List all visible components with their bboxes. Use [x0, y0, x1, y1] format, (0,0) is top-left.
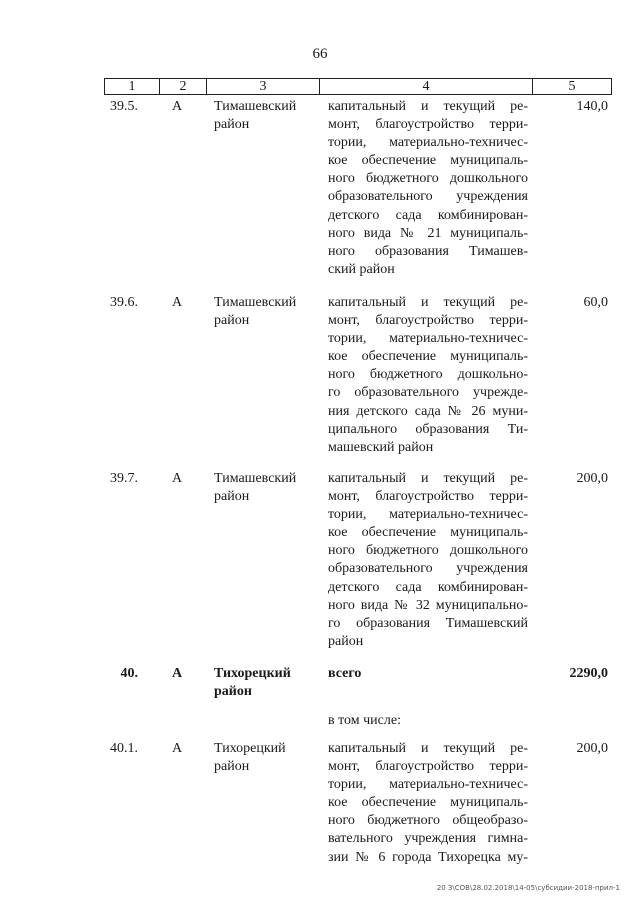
row-number: 39.7.	[110, 471, 138, 486]
description-line: ципального образования Ти-	[328, 421, 528, 437]
row-district	[214, 740, 314, 776]
description-line: ного образования Тимашев-	[328, 243, 528, 259]
district-line: район	[214, 313, 250, 328]
description-line: вательного учреждения гимна-	[328, 831, 528, 847]
description-line: район	[328, 633, 364, 649]
description-line: ного бюджетного общеобразо-	[328, 813, 528, 829]
district-line: Тихорецкий	[214, 741, 286, 756]
row-district	[214, 98, 314, 134]
description-line: кое обеспечение муниципаль-	[328, 153, 528, 169]
description-line: монт, благоустройство терри-	[328, 117, 528, 133]
description-line: ский район	[328, 261, 395, 277]
description-line: машевский район	[328, 439, 434, 455]
header-col-2: 2	[179, 79, 187, 94]
description-line: всего	[328, 666, 362, 681]
description-line: детского сада комбинирован-	[328, 579, 528, 595]
row-number: 40.	[120, 666, 138, 681]
header-col-4: 4	[422, 79, 430, 94]
description-line: образовательного учреждения	[328, 561, 528, 577]
district-line: Тимашевский	[214, 99, 297, 114]
district-line: Тимашевский	[214, 295, 297, 310]
description-line: в том числе:	[328, 713, 401, 728]
row-district	[214, 294, 314, 330]
description-line: ного вида № 21 муниципаль-	[328, 225, 528, 241]
row-amount: 60,0	[583, 295, 608, 310]
header-col-1: 1	[128, 79, 136, 94]
row-district	[214, 470, 314, 506]
document-footer-code: 20 3\СОВ\28.02.2018\14-05\субсидии-2018-прил-1	[436, 884, 620, 892]
district-line: район	[214, 684, 252, 699]
description-line: капитальный и текущий ре-	[328, 295, 528, 310]
description-line: кое обеспечение муниципаль-	[328, 349, 528, 365]
page-number: 66	[312, 46, 328, 62]
district-line: район	[214, 489, 250, 504]
description-line: ния детского сада № 26 муни-	[328, 403, 528, 419]
row-description	[328, 294, 528, 457]
description-line: зии № 6 города Тихорецка му-	[328, 849, 528, 865]
description-line: тории, материально-техничес-	[328, 135, 528, 151]
row-description	[328, 712, 528, 730]
description-line: монт, благоустройство терри-	[328, 489, 528, 505]
header-col-3: 3	[259, 79, 267, 94]
header-col-5: 5	[568, 79, 576, 94]
row-number: 40.1.	[110, 741, 138, 756]
row-amount: 140,0	[576, 99, 608, 114]
description-line: капитальный и текущий ре-	[328, 471, 528, 486]
description-line: кое обеспечение муниципаль-	[328, 795, 528, 811]
row-amount: 2290,0	[569, 666, 608, 681]
description-line: тории, материально-техничес-	[328, 331, 528, 347]
description-line: детского сада комбинирован-	[328, 207, 528, 223]
row-category: А	[171, 99, 183, 114]
row-category: А	[171, 295, 183, 310]
row-district	[214, 665, 314, 701]
description-line: ного бюджетного дошкольно-	[328, 367, 528, 383]
description-line: кое обеспечение муниципаль-	[328, 525, 528, 541]
district-line: район	[214, 759, 250, 774]
description-line: ного бюджетного дошкольного	[328, 171, 528, 187]
description-line: тории, материально-техничес-	[328, 777, 528, 793]
description-line: го образовательного учрежде-	[328, 385, 528, 401]
district-line: Тихорецкий	[214, 666, 291, 681]
description-line: ного бюджетного дошкольного	[328, 543, 528, 559]
row-description	[328, 98, 528, 279]
description-line: го образования Тимашевский	[328, 615, 528, 631]
description-line: монт, благоустройство терри-	[328, 759, 528, 775]
row-category: А	[171, 666, 183, 681]
description-line: капитальный и текущий ре-	[328, 741, 528, 756]
row-description	[328, 470, 528, 651]
district-line: район	[214, 117, 250, 132]
row-category: А	[171, 741, 183, 756]
district-line: Тимашевский	[214, 471, 297, 486]
description-line: ного вида № 32 муниципально-	[328, 597, 528, 613]
row-number: 39.6.	[110, 295, 138, 310]
description-line: тории, материально-техничес-	[328, 507, 528, 523]
row-number: 39.5.	[110, 99, 138, 114]
row-description	[328, 665, 528, 683]
row-category: А	[171, 471, 183, 486]
description-line: монт, благоустройство терри-	[328, 313, 528, 329]
description-line: образовательного учреждения	[328, 189, 528, 205]
row-description	[328, 740, 528, 867]
description-line: капитальный и текущий ре-	[328, 99, 528, 114]
row-amount: 200,0	[576, 471, 608, 486]
table-header	[104, 78, 612, 95]
row-amount: 200,0	[576, 741, 608, 756]
